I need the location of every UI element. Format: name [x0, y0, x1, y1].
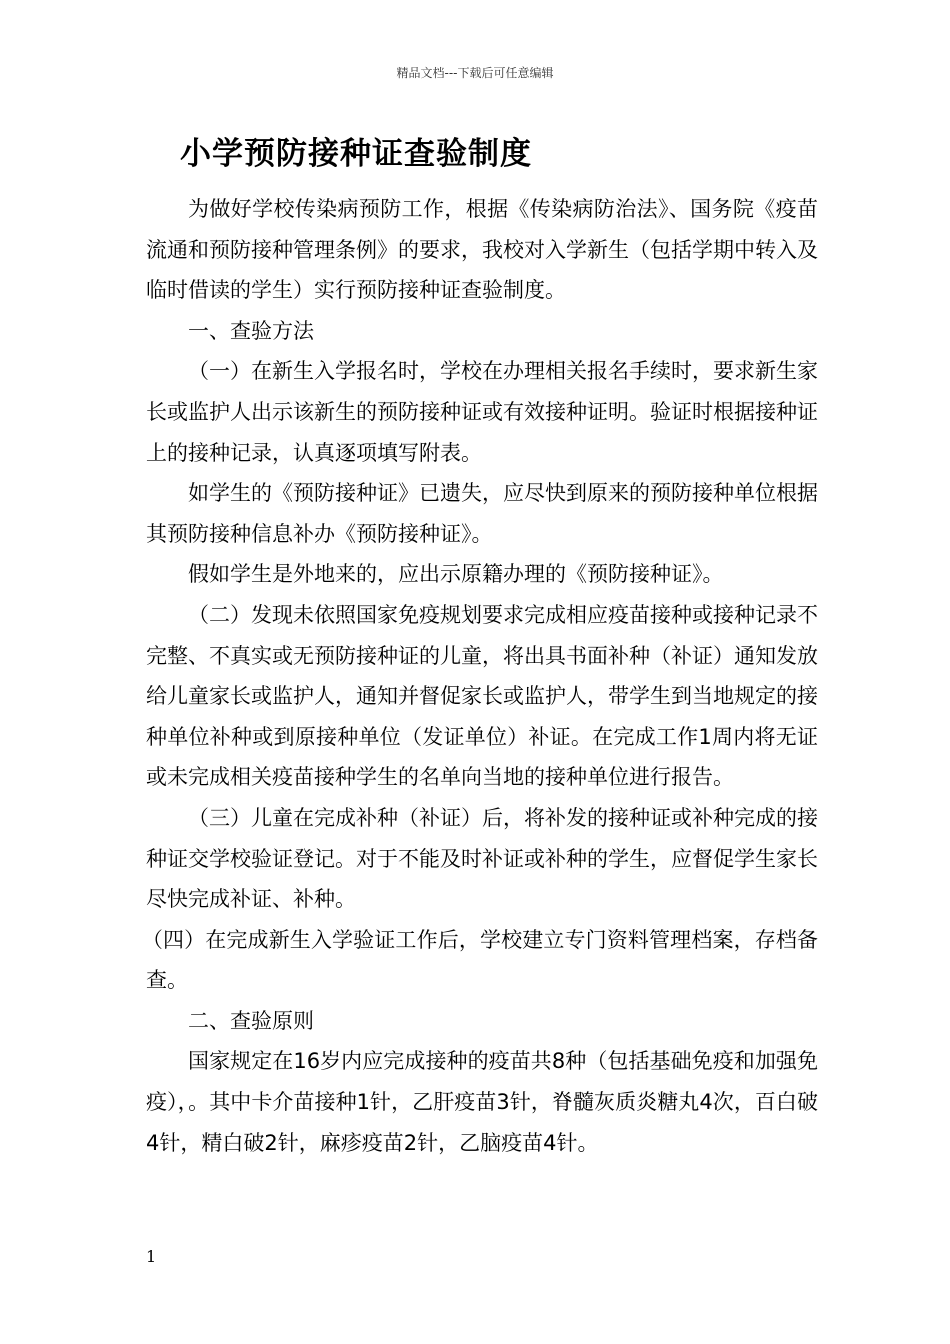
section-heading-principles: 二、查验原则 — [188, 1008, 314, 1033]
section-heading-methods: 一、查验方法 — [188, 318, 314, 343]
paragraph-nonlocal-student: 假如学生是外地来的，应出示原籍办理的《预防接种证》。 — [188, 562, 724, 587]
header-note: 精品文档---下载后可任意编辑 — [396, 66, 554, 80]
paragraph-method-1: （一）在新生入学报名时，学校在办理相关报名手续时，要求新生家长或监护人出示该新生的预防接种证或有效接种证明。验证时根据接种证上的接种记录，认真逐项填写附表。 — [146, 359, 818, 465]
paragraph-method-3: （三）儿童在完成补种（补证）后，将补发的接种证或补种完成的接种证交学校验证登记。对于不能及时补证或补种的学生，应督促学生家长尽快完成补证、补种。 — [146, 805, 818, 912]
paragraph-method-4: （四）在完成新生入学验证工作后，学校建立专门资料管理档案，存档备查。 — [141, 927, 818, 993]
paragraph-lost-certificate: 如学生的《预防接种证》已遗失，应尽快到原来的预防接种单位根据其预防接种信息补办《预防接种证》。 — [146, 481, 818, 546]
page-number: 1 — [146, 1247, 157, 1266]
document-title: 小学预防接种证查验制度 — [180, 136, 532, 172]
paragraph-intro: 为做好学校传染病预防工作，根据《传染病防治法》、国务院《疫苗流通和预防接种管理条例》的要求，我校对入学新生（包括学期中转入及临时借读的学生）实行预防接种证查验制度。 — [146, 197, 818, 303]
paragraph-vaccine-schedule: 国家规定在16岁内应完成接种的疫苗共8种（包括基础免疫和加强免疫），。其中卡介苗接种1针，乙肝疫苗3针，脊髓灰质炎糖丸4次，百白破4针，精白破2针，麻疹疫苗2针，乙脑疫苗4针。 — [146, 1049, 818, 1155]
paragraph-method-2: （二）发现未依照国家免疫规划要求完成相应疫苗接种或接种记录不完整、不真实或无预防接种证的儿童，将出具书面补种（补证）通知发放给儿童家长或监护人，通知并督促家长或监护人，带学生到当地规定的接种单位补种或到原接种单位（发证单位）补证。在完成工作1周内将无证或未完成相关疫苗接种学生的名单向当地的接种单位进行报告。 — [146, 602, 818, 790]
document-body — [141, 189, 818, 1163]
